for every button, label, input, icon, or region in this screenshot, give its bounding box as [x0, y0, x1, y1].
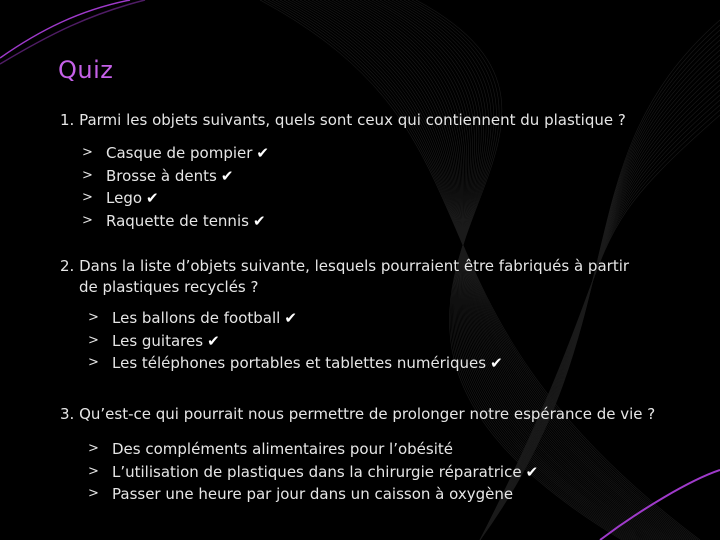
arrow-bullet-icon: >: [88, 332, 99, 348]
answer-item: [82, 142, 269, 165]
answer-text: Les téléphones portables et tablettes numériques: [112, 354, 487, 372]
arrow-bullet-icon: >: [88, 463, 99, 479]
arrow-bullet-icon: >: [82, 212, 93, 228]
answer-item: [82, 210, 269, 233]
question-2: [60, 256, 680, 298]
checkmark-icon: ✔: [146, 189, 159, 207]
arrow-bullet-icon: >: [88, 441, 99, 456]
answer-text: L’utilisation de plastiques dans la chirurgie réparatrice: [112, 462, 522, 481]
answer-text: Casque de pompier: [106, 144, 253, 162]
answer-text: Passer une heure par jour dans un caisson à oxygène: [112, 485, 514, 503]
checkmark-icon: ✔: [525, 462, 539, 481]
checkmark-icon: ✔: [252, 211, 266, 230]
answer-item: [82, 165, 269, 188]
answer-item: [88, 352, 503, 375]
answer-text: Raquette de tennis: [106, 211, 249, 230]
answer-text: Les ballons de football: [112, 309, 281, 327]
answer-item: [88, 461, 538, 484]
arrow-bullet-icon: >: [88, 355, 99, 370]
answer-text: Brosse à dents: [106, 166, 217, 185]
arrow-bullet-icon: >: [88, 486, 99, 501]
answer-item: [82, 187, 269, 210]
question-2-text-continued: de plastiques recyclés ?: [79, 278, 259, 296]
answer-item: [88, 330, 503, 353]
answer-text: Les guitares: [112, 331, 204, 350]
checkmark-icon: ✔: [207, 331, 220, 350]
answer-text: Lego: [106, 189, 143, 207]
answer-item: [88, 483, 538, 506]
question-3-answers: [88, 438, 538, 506]
checkmark-icon: ✔: [284, 309, 297, 327]
question-2-answers: [88, 307, 503, 375]
answer-item: [88, 438, 538, 461]
arrow-bullet-icon: >: [88, 310, 99, 325]
checkmark-icon: ✔: [256, 144, 269, 162]
question-3: [60, 404, 710, 425]
slide-title: Quiz: [58, 56, 114, 84]
question-1: [60, 110, 700, 131]
question-2-text: 2. Dans la liste d’objets suivante, lesquels pourraient être fabriqués à partir: [60, 257, 630, 275]
arrow-bullet-icon: >: [82, 145, 93, 160]
arrow-bullet-icon: >: [82, 190, 93, 205]
answer-text: Des compléments alimentaires pour l’obésité: [112, 440, 453, 458]
arrow-bullet-icon: >: [82, 167, 93, 183]
question-1-text: 1. Parmi les objets suivants, quels sont ceux qui contiennent du plastique ?: [60, 111, 626, 129]
answer-item: [88, 307, 503, 330]
checkmark-icon: ✔: [220, 166, 234, 185]
question-1-answers: [82, 142, 269, 232]
question-3-text: 3. Qu’est-ce qui pourrait nous permettre de prolonger notre espérance de vie ?: [60, 405, 656, 423]
checkmark-icon: ✔: [490, 354, 503, 372]
